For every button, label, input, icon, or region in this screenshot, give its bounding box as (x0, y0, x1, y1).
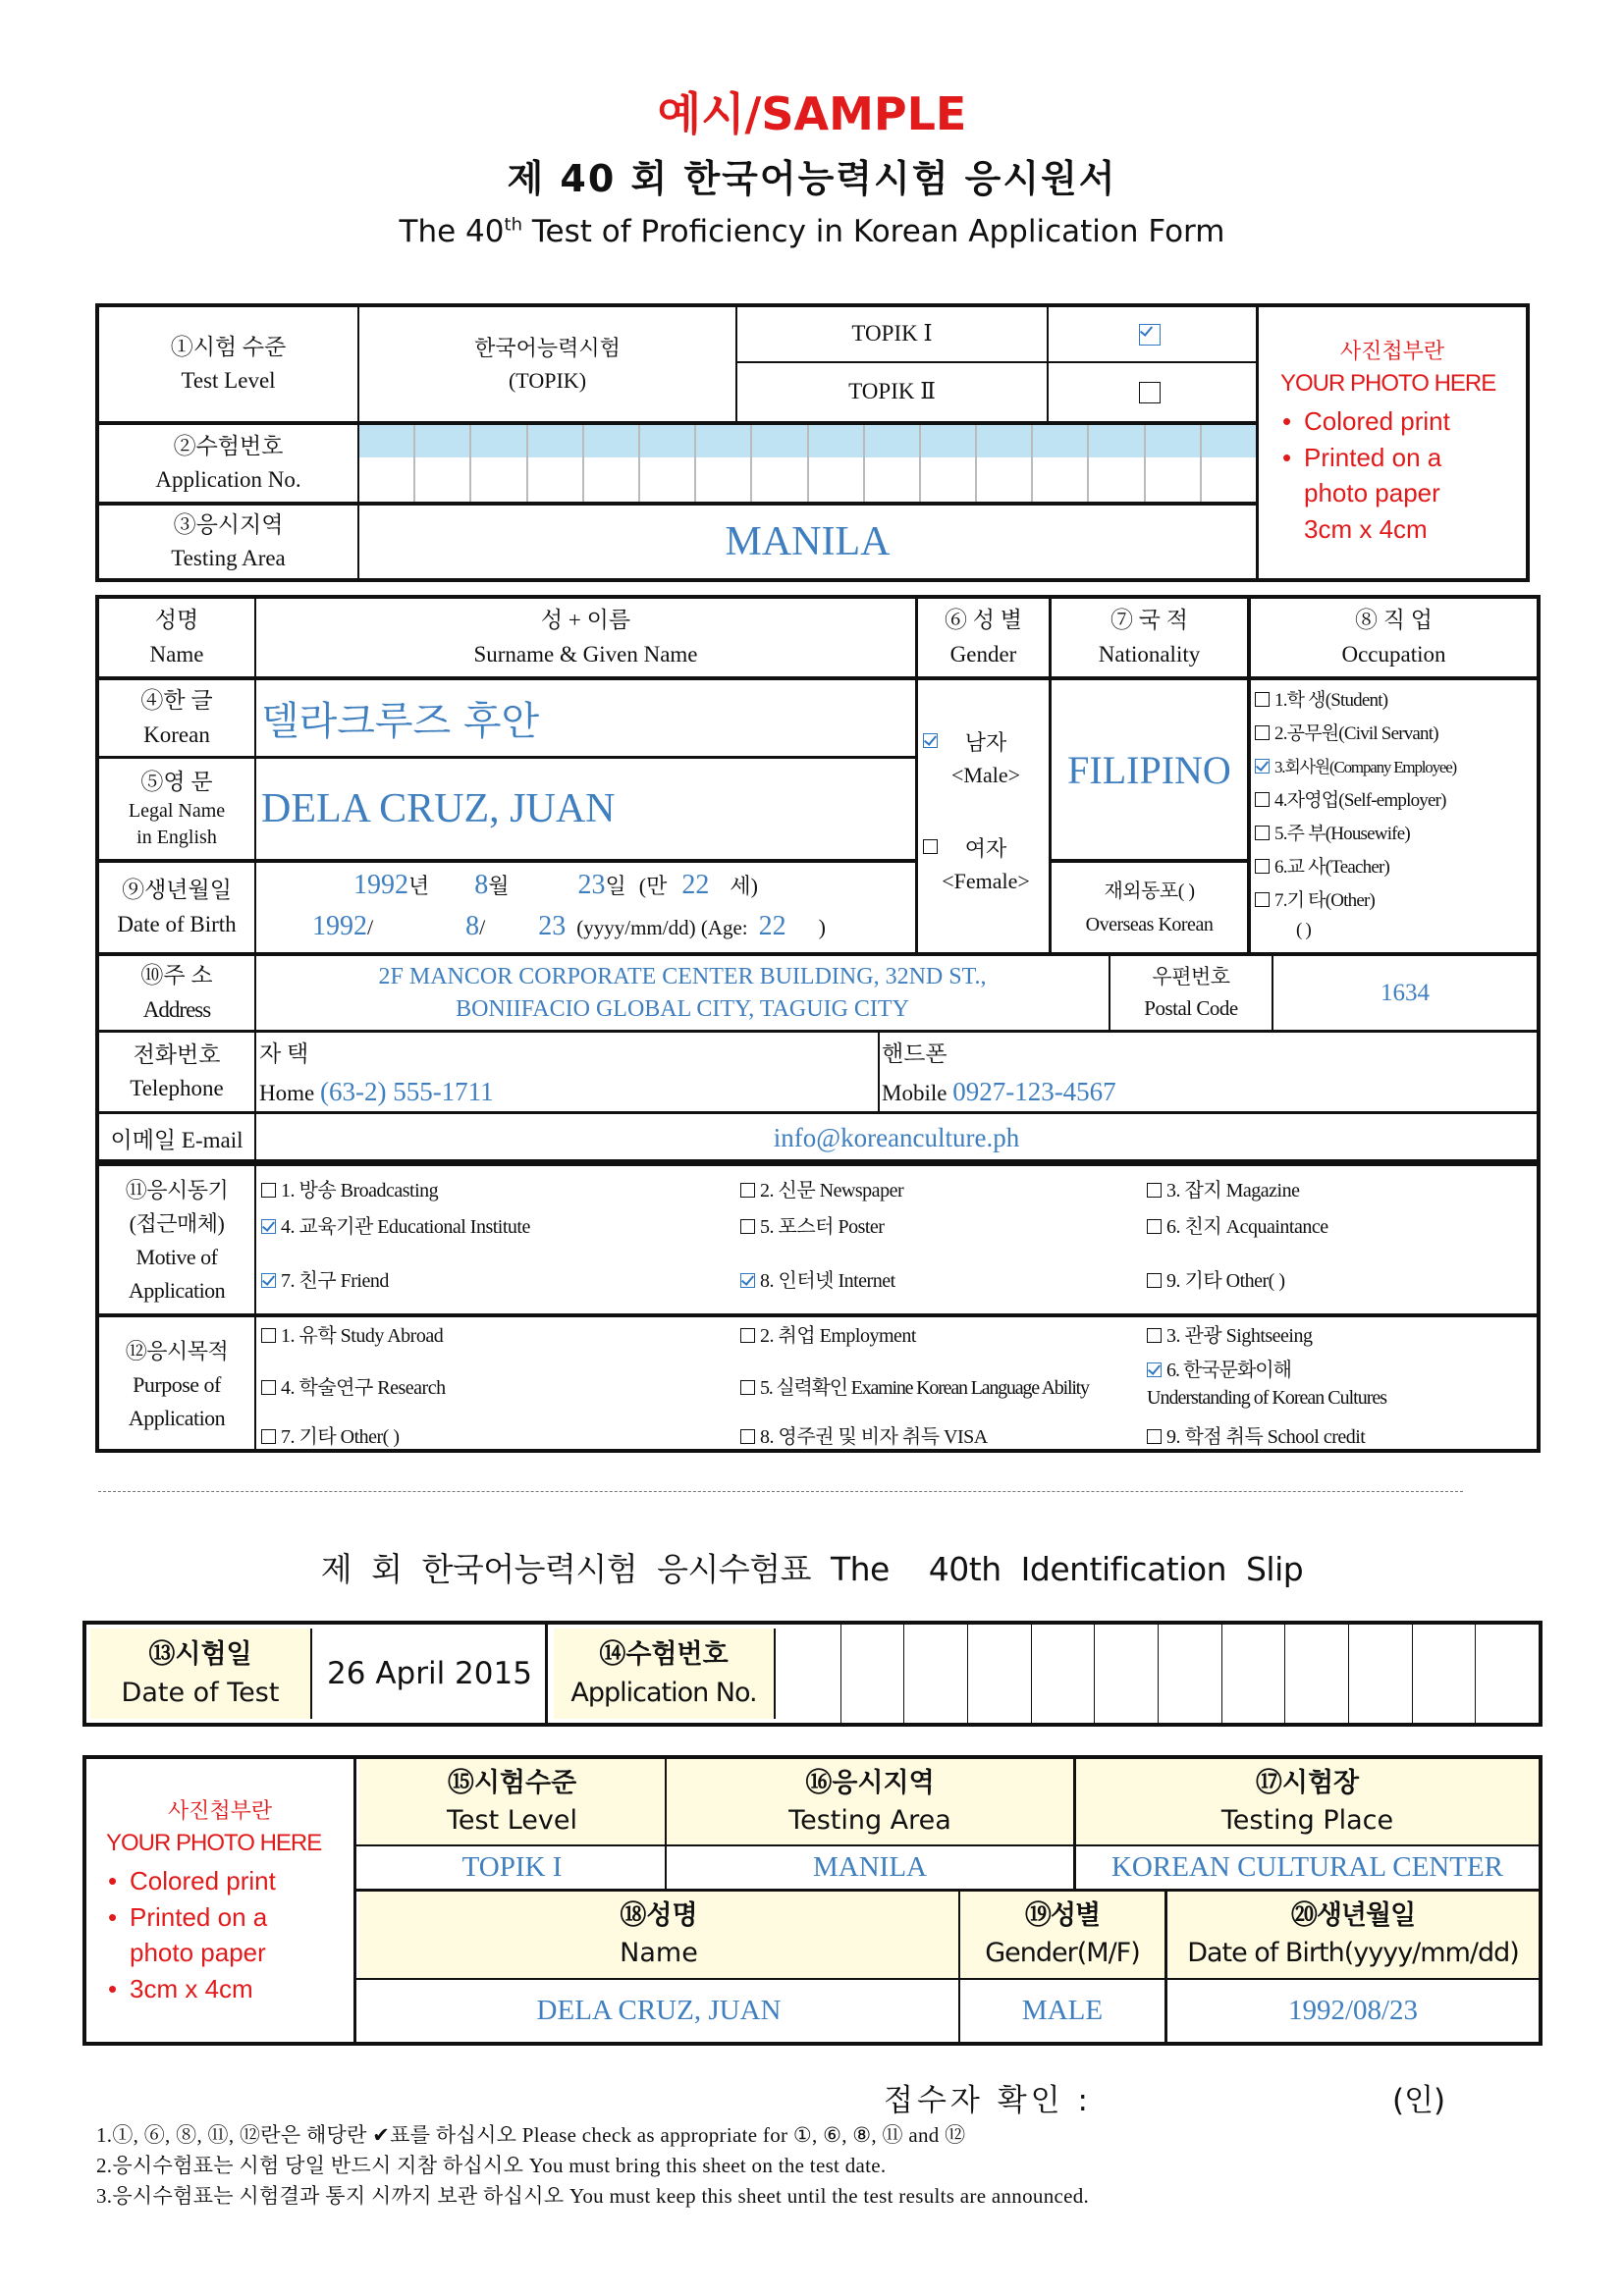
name-header: 성명 Name (149, 608, 204, 667)
occupation-civil-servant[interactable]: 2.공무원(Civil Servant) (1255, 718, 1540, 751)
korean-name-label: ④한 글 Korean (140, 688, 213, 747)
overseas-korean-option[interactable]: 재외동포( ) Overseas Korean (1085, 880, 1214, 935)
note-2: 2.응시수험표는 시험 당일 반드시 지참 하십시오 You must bring this sheet on the test date. (96, 2154, 887, 2177)
testing-area-value[interactable]: MANILA (725, 519, 891, 564)
slip-photo-placeholder[interactable]: 사진첩부란 YOUR PHOTO HERE • Colored print • Printed on a photo paper • 3cm x 4cm (86, 1759, 353, 2042)
occupation-header: ⑧ 직 업 Occupation (1341, 608, 1446, 667)
topik-2-checkbox[interactable] (1049, 363, 1256, 421)
motive-acquaintance[interactable]: 6. 친지 Acquaintance (1147, 1210, 1328, 1239)
slip-level-value[interactable]: TOPIK I (461, 1851, 563, 1883)
email-label: 이메일 E-mail (110, 1127, 244, 1152)
slip-name-header: ⑱성명 Name (359, 1892, 958, 1978)
gender-header: ⑥ 성 별 Gender (945, 608, 1022, 667)
slip-gender-value[interactable]: MALE (1021, 1995, 1104, 2026)
surname-given-header: 성 + 이름 Surname & Given Name (473, 608, 698, 667)
notes (96, 2120, 1540, 2215)
postal-code-value[interactable]: 1634 (1380, 979, 1430, 1006)
purpose-other[interactable]: 7. 기타 Other( ) (261, 1420, 400, 1449)
slip-dob-value[interactable]: 1992/08/23 (1287, 1995, 1419, 2026)
mobile-phone[interactable]: 핸드폰 Mobile 0927-123-4567 (882, 1041, 1116, 1106)
occupation-other[interactable]: 7.기 타(Other) (1255, 884, 1540, 918)
slip-date-label: ⑬시험일 Date of Test (90, 1629, 312, 1719)
gender-female-option[interactable]: 여자 <Female> (923, 832, 1049, 911)
slip-level-header: ⑮시험수준 Test Level (359, 1759, 665, 1844)
slip-place-header: ⑰시험장 Testing Place (1076, 1759, 1539, 1844)
purpose-research[interactable]: 4. 학술연구 Research (261, 1371, 446, 1400)
test-level-label: ①시험 수준 Test Level (170, 334, 287, 393)
purpose-label: ⑫응시목적 Purpose of Application (125, 1338, 229, 1431)
motive-internet[interactable]: 8. 인터넷 Internet (740, 1264, 895, 1293)
motive-label: ⑪응시동기 (접근매체) Motive of Application (125, 1177, 229, 1304)
slip-title: 제 회 한국어능력시험 응시수험표 The 40th Identification Slip (320, 1549, 1304, 1588)
note-3: 3.응시수험표는 시험결과 통지 시까지 보관 하십시오 You must keep this sheet until the test results are announced. (96, 2184, 1090, 2208)
receipt-confirmation-label: 접수자 확인 : (884, 2083, 1092, 2118)
occupation-other-blank[interactable]: ( ) (1296, 920, 1312, 940)
korean-name-value[interactable]: 델라크루즈 후안 (261, 699, 540, 744)
motive-friend[interactable]: 7. 친구 Friend (261, 1264, 389, 1293)
dob-line-2[interactable]: 1992/ 8/ 23 (yyyy/mm/dd) (Age: 22 ) (312, 911, 826, 941)
email-value[interactable]: info@koreanculture.ph (773, 1122, 1020, 1152)
slip-area-value[interactable]: MANILA (813, 1851, 927, 1883)
topik-name: 한국어능력시험 (TOPIK) (474, 336, 621, 393)
slip-area-header: ⑯응시지역 Testing Area (667, 1759, 1073, 1844)
motive-poster[interactable]: 5. 포스터 Poster (740, 1210, 884, 1239)
slip-appno-boxes[interactable] (778, 1625, 1539, 1723)
form-title-korean: 제 40 회 한국어능력시험 응시원서 (507, 156, 1117, 200)
gender-male-option[interactable]: 남자 <Male> (923, 726, 1049, 805)
occupation-housewife[interactable]: 5.주 부(Housewife) (1255, 818, 1540, 851)
purpose-language-ability[interactable]: 5. 실력확인 Examine Korean Language Ability (740, 1371, 1089, 1400)
motive-magazine[interactable]: 3. 잡지 Magazine (1147, 1174, 1300, 1202)
slip-name-value[interactable]: DELA CRUZ, JUAN (536, 1995, 782, 2026)
motive-newspaper[interactable]: 2. 신문 Newspaper (740, 1174, 903, 1202)
nationality-header: ⑦ 국 적 Nationality (1098, 608, 1201, 667)
purpose-school-credit[interactable]: 9. 학점 취득 School credit (1147, 1420, 1365, 1449)
english-name-label: ⑤영 문 Legal Name in English (128, 770, 226, 848)
dob-label: ⑨생년월일 Date of Birth (117, 878, 237, 936)
topik-1-label: TOPIK Ⅰ (851, 321, 933, 347)
application-no-label: ②수험번호 Application No. (155, 433, 301, 492)
sample-watermark-title: 예시/SAMPLE (657, 87, 967, 140)
topik-2-label: TOPIK Ⅱ (848, 379, 936, 404)
postal-code-label: 우편번호 Postal Code (1144, 965, 1238, 1020)
slip-place-value[interactable]: KOREAN CULTURAL CENTER (1110, 1851, 1504, 1883)
english-name-value[interactable]: DELA CRUZ, JUAN (261, 786, 616, 831)
occupation-student[interactable]: 1.학 생(Student) (1255, 684, 1540, 718)
purpose-employment[interactable]: 2. 취업 Employment (740, 1319, 916, 1348)
motive-broadcasting[interactable]: 1. 방송 Broadcasting (261, 1174, 438, 1202)
nationality-value[interactable]: FILIPINO (1067, 747, 1231, 792)
form-title-english: The 40th Test of Proficiency in Korean Application Form (399, 214, 1225, 249)
receipt-seal-mark[interactable]: (인) (1392, 2083, 1446, 2118)
telephone-label: 전화번호 Telephone (130, 1041, 224, 1100)
topik-1-checkbox[interactable] (1049, 307, 1256, 361)
occupation-list (1255, 684, 1540, 951)
dob-line-1[interactable]: 1992년 8월 23일 (만 22 세) (353, 870, 758, 900)
application-no-boxes[interactable] (359, 425, 1256, 502)
motive-educational-institute[interactable]: 4. 교육기관 Educational Institute (261, 1210, 530, 1239)
purpose-study-abroad[interactable]: 1. 유학 Study Abroad (261, 1319, 443, 1348)
slip-gender-header: ⑲성별 Gender(M/F) (960, 1892, 1164, 1978)
purpose-sightseeing[interactable]: 3. 관광 Sightseeing (1147, 1319, 1312, 1348)
slip-appno-label: ⑭수험번호 Application No. (554, 1629, 776, 1719)
address-label: ⑩주 소 Address (140, 963, 213, 1022)
motive-other[interactable]: 9. 기타 Other( ) (1147, 1264, 1285, 1293)
occupation-teacher[interactable]: 6.교 사(Teacher) (1255, 851, 1540, 884)
slip-dob-header: ⑳생년월일 Date of Birth(yyyy/mm/dd) (1167, 1892, 1539, 1978)
occupation-self-employer[interactable]: 4.자영업(Self-employer) (1255, 784, 1540, 818)
occupation-company-employee[interactable]: 3.회사원(Company Employee) (1255, 751, 1540, 784)
purpose-korean-culture[interactable]: 6. 한국문화이해 Understanding of Korean Cultures (1147, 1360, 1387, 1409)
cut-line (98, 1491, 1463, 1492)
note-1: 1.①, ⑥, ⑧, ⑪, ⑫란은 해당란 ✔표를 하십시오 Please check as appropriate for ①, ⑥, ⑧, ⑪ and ⑫ (96, 2123, 966, 2147)
purpose-visa[interactable]: 8. 영주권 및 비자 취득 VISA (740, 1420, 988, 1449)
home-phone[interactable]: 자 택 Home (63-2) 555-1711 (259, 1041, 494, 1106)
testing-area-label: ③응시지역 Testing Area (171, 511, 286, 570)
photo-placeholder[interactable]: 사진첩부란 YOUR PHOTO HERE • Colored print • Printed on a photo paper 3cm x 4cm (1259, 307, 1526, 578)
slip-date-value[interactable]: 26 April 2015 (314, 1625, 548, 1723)
address-value[interactable]: 2F MANCOR CORPORATE CENTER BUILDING, 32ND ST., BONIIFACIO GLOBAL CITY, TAGUIG CITY (378, 964, 987, 1022)
